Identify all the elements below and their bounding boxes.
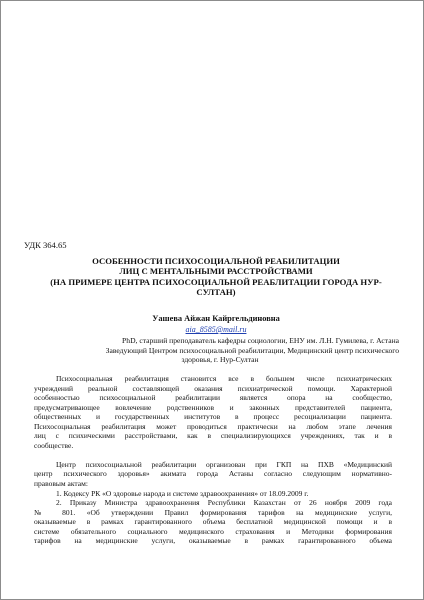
author-name: Уашева Айжан Кайргельдиновна — [152, 314, 280, 323]
body-line: Центр психосоциальной реабилитации организован при ГКП на ПХВ «Медицинский — [56, 459, 392, 469]
body-line: сообществе. — [34, 440, 74, 450]
affiliation-line: Заведующий Центром психосоциальной реабилитации, Медицинский центр психического — [105, 345, 399, 355]
body-line: 2. Приказу Министра здравоохранения Республики Казахстан от 26 ноября 2009 года — [56, 498, 392, 508]
body-line: Психосоциальная реабилитация может проводиться практически на любом этапе лечения — [34, 421, 392, 431]
body-line: тарифов на медицинские услуги, оказываемые в рамках гарантированного объема — [34, 536, 392, 546]
body-line: особенностью психосоциальной реабилитации является опора на сообщество, — [34, 393, 392, 403]
affiliation-line: PhD, старший преподаватель кафедры социологии, ЕНУ им. Л.Н. Гумилева, г. Астана — [122, 336, 399, 345]
body-line: лиц с психическими расстройствами, как в специализирующихся учреждениях, так и в — [34, 431, 392, 441]
body-line: предусматривающее вовлечение родственников и законных представителей пациента, — [34, 402, 392, 412]
body-line: правовым актам: — [34, 479, 88, 489]
article-body — [34, 374, 392, 546]
author-affiliation — [41, 336, 399, 365]
body-line: 1. Кодексу РК «О здоровье народа и системе здравоохранения» от 18.09.2009 г. — [56, 488, 309, 498]
article-title — [21, 256, 411, 298]
title-line: СУЛТАН) — [196, 287, 236, 298]
author-email-link[interactable]: aia_8585@mail.ru — [185, 325, 247, 334]
title-line: ОСОБЕННОСТИ ПСИХОСОЦИАЛЬНОЙ РЕАБИЛИТАЦИИ — [92, 256, 340, 266]
udc-code: УДК 364.65 — [24, 240, 67, 250]
body-line: оказываемые в рамках гарантированного объема бесплатной медицинской помощи и в — [34, 517, 392, 527]
body-line: № 801. «Об утверждении Правил формирования тарифов на медицинские услуги, — [34, 507, 392, 517]
title-line: (НА ПРИМЕРЕ ЦЕНТРА ПСИХОСОЦИАЛЬНОЙ РЕАБЛИТАЦИИ ГОРОДА НУР- — [50, 276, 382, 287]
paragraph-gap — [34, 450, 392, 460]
title-line: ЛИЦ С МЕНТАЛЬНЫМИ РАССТРОЙСТВАМИ — [119, 266, 313, 277]
body-line: Психосоциальная реабилитация становится все в большем числе психиатрических — [56, 374, 392, 383]
affiliation-line: здоровья, г. Нур-Султан — [181, 355, 259, 365]
body-line: общественных и государственных институтов в процесс ресоциализации пациента. — [34, 412, 392, 422]
body-line: центр психического здоровья» акимата города Астаны согласно следующим нормативно- — [34, 469, 392, 479]
body-line: системе обязательного социального медицинского страхования и Методики формирования — [34, 526, 392, 536]
body-line: учреждений реальной составляющей оказания психиатрической помощи. Характерной — [34, 383, 392, 393]
